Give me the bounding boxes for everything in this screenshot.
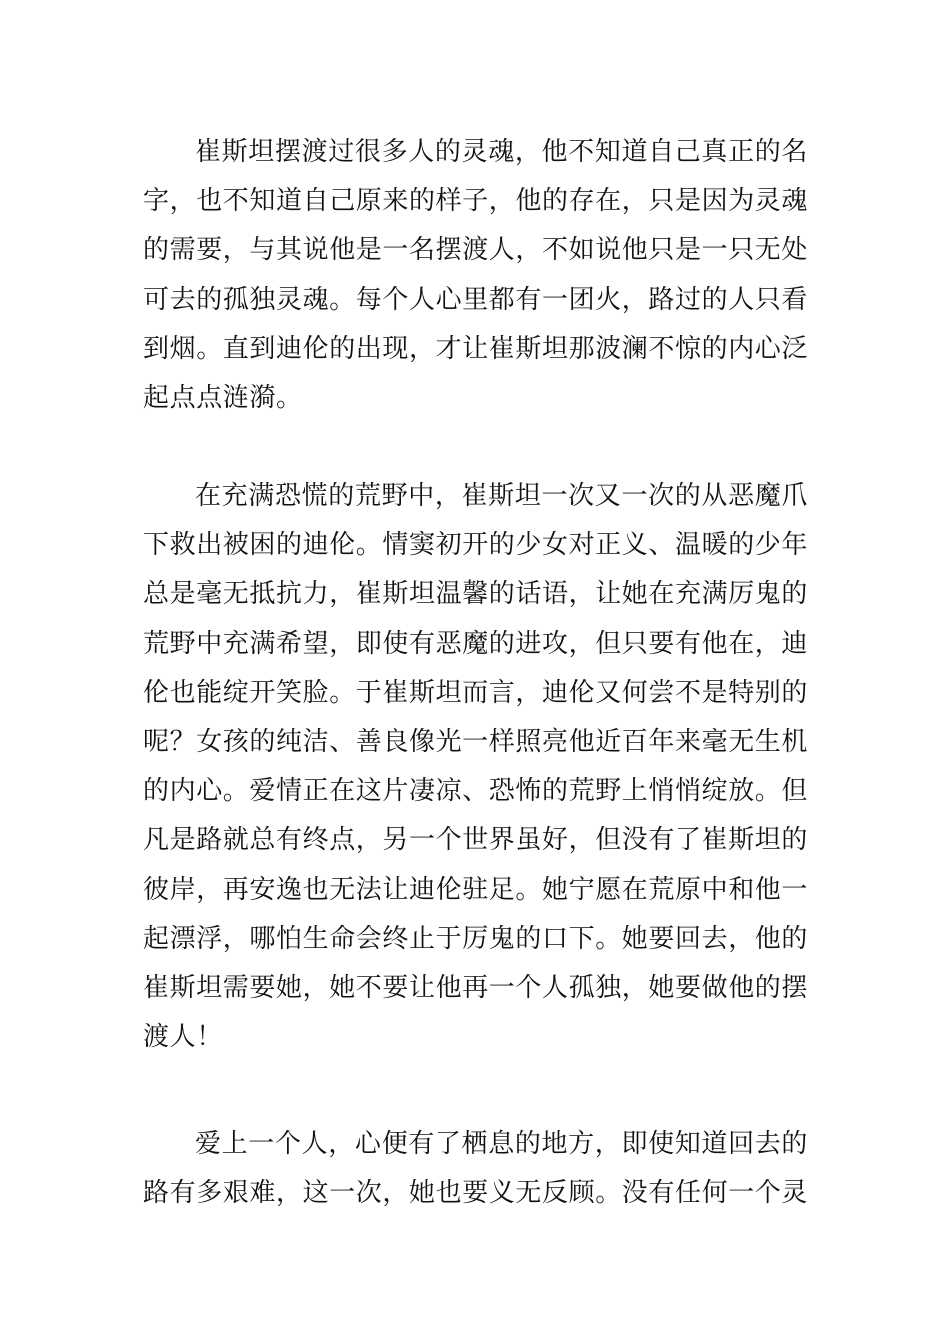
paragraph-3: 爱上一个人，心便有了栖息的地方，即使知道回去的路有多艰难，这一次，她也要义无反顾。没有任何一个灵 [143,1129,809,1209]
paragraph-2: 在充满恐慌的荒野中，崔斯坦一次又一次的从恶魔爪下救出被困的迪伦。情窦初开的少女对正义、温暖的少年总是毫无抵抗力，崔斯坦温馨的话语，让她在充满厉鬼的荒野中充满希望，即使有恶魔的进攻，但只要有他在，迪伦也能绽开笑脸。于崔斯坦而言，迪伦又何尝不是特别的呢？女孩的纯洁、善良像光一样照亮他近百年来毫无生机的内心。爱情正在这片凄凉、恐怖的荒野上悄悄绽放。但凡是路就总有终点，另一个世界虽好，但没有了崔斯坦的彼岸，再安逸也无法让迪伦驻足。她宁愿在荒原中和他一起漂浮，哪怕生命会终止于厉鬼的口下。她要回去，他的崔斯坦需要她，她不要让他再一个人孤独，她要做他的摆渡人！ [143,481,809,1053]
paragraph-1: 崔斯坦摆渡过很多人的灵魂，他不知道自己真正的名字，也不知道自己原来的样子，他的存在，只是因为灵魂的需要，与其说他是一名摆渡人，不如说他只是一只无处可去的孤独灵魂。每个人心里都有一团火，路过的人只看到烟。直到迪伦的出现，才让崔斯坦那波澜不惊的内心泛起点点涟漪。 [143,137,809,414]
